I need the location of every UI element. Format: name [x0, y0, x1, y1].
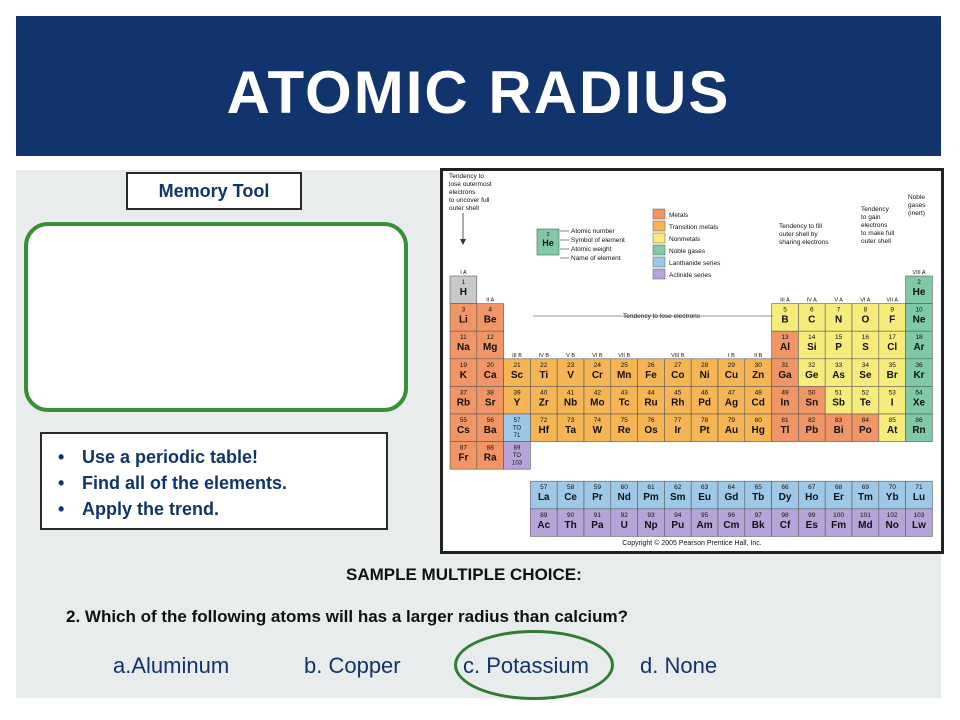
element-number: 44 — [647, 389, 655, 397]
group-label: IV A — [806, 297, 817, 304]
group-label: V A — [834, 297, 843, 304]
element-symbol: W — [592, 425, 603, 436]
element-symbol: Zn — [752, 369, 765, 381]
element-number: 23 — [566, 361, 575, 369]
element-number: 61 — [647, 484, 655, 492]
group-label: VIII A — [912, 270, 926, 276]
copyright-text: Copyright © 2005 Pearson Prentice Hall, Inc. — [622, 540, 762, 547]
element-symbol: Nd — [617, 492, 631, 504]
element-number: 89 — [540, 511, 548, 519]
element-number: 5 — [783, 306, 787, 314]
legend-label: Symbol of element — [571, 237, 625, 244]
element-symbol: Si — [807, 342, 817, 354]
element-symbol: Ga — [778, 369, 792, 381]
actinide-placeholder-text: TO — [512, 453, 522, 460]
element-number: 97 — [754, 511, 762, 519]
element-symbol: O — [861, 314, 870, 326]
legend-swatch — [653, 221, 665, 231]
group-label: VI A — [860, 297, 871, 304]
element-symbol: Sm — [670, 492, 686, 504]
element-number: 73 — [566, 417, 575, 424]
element-symbol: I — [890, 397, 894, 409]
element-number: 29 — [727, 361, 736, 369]
group-label: IV B — [538, 352, 550, 359]
element-number: 54 — [915, 389, 923, 397]
element-symbol: Ac — [537, 519, 551, 531]
annotation-lose-outer: to uncover full — [449, 197, 490, 204]
element-symbol: Se — [859, 369, 872, 381]
element-number: 67 — [808, 484, 816, 492]
element-symbol: Ba — [483, 425, 497, 436]
element-number: 10 — [915, 306, 923, 314]
annotation-fill: outer shell by — [779, 231, 818, 238]
element-symbol: In — [780, 397, 790, 409]
element-symbol: Sr — [484, 397, 496, 409]
element-number: 69 — [861, 484, 870, 492]
answer-c: c. Potassium — [463, 653, 589, 678]
element-number: 92 — [620, 511, 628, 519]
element-symbol: Cd — [751, 397, 765, 409]
element-number: 11 — [460, 334, 467, 342]
annotation-fill: sharing electrons — [779, 239, 829, 246]
legend-label: Atomic weight — [571, 246, 612, 253]
element-symbol: Er — [833, 492, 844, 504]
element-symbol: Fm — [831, 519, 847, 531]
annotation-lose-outer: Tendency to — [449, 173, 485, 180]
annotation-fill: Tendency to fill — [779, 223, 822, 230]
element-number: 93 — [647, 511, 655, 519]
element-symbol: Sn — [805, 397, 819, 409]
element-number: 33 — [834, 361, 843, 369]
element-number: 57 — [540, 484, 548, 492]
element-symbol: Ru — [644, 397, 658, 409]
step-item: • Use a periodic table! — [54, 444, 386, 470]
element-symbol: Rh — [671, 397, 685, 409]
element-number: 63 — [700, 484, 709, 492]
element-symbol: Na — [457, 342, 470, 354]
element-symbol: Tl — [780, 425, 790, 436]
annotation-gain: Tendency — [861, 206, 889, 213]
element-number: 1 — [461, 279, 466, 286]
group-label: V B — [566, 352, 576, 359]
answer-b: b. Copper — [304, 653, 401, 678]
element-symbol: Ce — [564, 492, 577, 504]
memory-tool-label: Memory Tool — [126, 172, 302, 210]
legend-color-label: Metals — [669, 212, 689, 219]
group-label: I B — [728, 352, 735, 359]
annotation-noble: gases — [908, 202, 926, 209]
legend-swatch — [653, 257, 665, 267]
element-number: 49 — [781, 389, 789, 397]
element-symbol: Np — [644, 519, 658, 531]
element-symbol: Be — [483, 314, 497, 326]
element-number: 102 — [886, 511, 898, 519]
element-number: 37 — [459, 389, 468, 397]
element-number: 27 — [674, 361, 682, 369]
element-symbol: Ge — [805, 369, 819, 381]
element-symbol: Gd — [724, 492, 739, 504]
element-number: 52 — [861, 389, 870, 397]
annotation-gain: to make full — [861, 230, 895, 237]
element-number: 90 — [566, 511, 575, 519]
element-symbol: Cf — [779, 519, 791, 531]
element-number: 76 — [647, 417, 655, 424]
lanthanide-placeholder-text: 71 — [513, 433, 521, 439]
element-number: 12 — [486, 334, 494, 342]
element-number: 84 — [861, 417, 870, 424]
legend-label: Name of element — [571, 255, 621, 262]
element-number: 31 — [781, 361, 789, 369]
element-symbol: F — [889, 314, 896, 326]
element-number: 9 — [890, 306, 895, 314]
element-number: 53 — [888, 389, 896, 397]
element-number: 47 — [727, 389, 736, 397]
periodic-table-image — [443, 171, 941, 551]
element-number: 75 — [620, 417, 628, 424]
group-label: III B — [512, 352, 522, 359]
answer-a: a.Aluminum — [113, 653, 230, 678]
element-number: 83 — [834, 417, 843, 424]
element-symbol: Cu — [724, 369, 739, 381]
element-symbol: Tc — [618, 397, 630, 409]
element-number: 20 — [486, 361, 494, 369]
legend-color-label: Nonmetals — [669, 236, 701, 243]
element-number: 13 — [781, 334, 789, 342]
element-symbol: Te — [859, 397, 871, 409]
element-number: 95 — [700, 511, 709, 519]
element-symbol: N — [834, 314, 843, 326]
element-number: 58 — [566, 484, 575, 492]
element-number: 6 — [809, 306, 814, 314]
element-symbol: Hf — [538, 425, 550, 436]
element-symbol: K — [459, 369, 468, 381]
element-symbol: B — [781, 314, 789, 326]
element-symbol: Lu — [912, 492, 926, 504]
element-number: 28 — [700, 361, 709, 369]
element-symbol: Ra — [483, 452, 497, 464]
element-symbol: Es — [805, 519, 818, 531]
element-symbol: H — [459, 287, 468, 298]
group-label: VIII B — [671, 352, 685, 359]
element-symbol: Pt — [699, 425, 710, 436]
element-number: 7 — [836, 306, 841, 314]
memory-tool-box — [24, 222, 408, 412]
annotation-noble: (inert) — [908, 210, 925, 217]
element-number: 88 — [486, 444, 494, 452]
element-number: 66 — [781, 484, 789, 492]
element-symbol: He — [912, 287, 926, 298]
actinide-placeholder-text: 103 — [511, 460, 523, 467]
element-symbol: Mg — [482, 342, 498, 354]
element-symbol: Pu — [671, 519, 685, 531]
element-number: 35 — [888, 361, 896, 369]
element-symbol: Mo — [590, 397, 605, 409]
element-number: 59 — [593, 484, 602, 492]
element-symbol: Kr — [913, 369, 925, 381]
element-number: 56 — [486, 417, 494, 424]
element-symbol: No — [885, 519, 899, 531]
annotation-lose-outer: lose outermost — [449, 181, 492, 188]
element-symbol: Li — [458, 314, 468, 326]
group-label: VII B — [618, 352, 631, 359]
annotation-gain: to gain — [861, 214, 881, 221]
slide-title: ATOMIC RADIUS — [226, 59, 731, 126]
legend-swatch — [653, 233, 665, 243]
element-number: 48 — [754, 389, 762, 397]
element-symbol: Cr — [591, 369, 603, 381]
question-text: 2. Which of the following atoms will has a larger radius than calcium? — [66, 607, 629, 626]
group-label: VII A — [886, 297, 899, 304]
element-symbol: Th — [564, 519, 577, 531]
element-number: 30 — [754, 361, 762, 369]
element-symbol: Al — [780, 342, 790, 354]
element-number: 45 — [674, 389, 682, 397]
element-number: 78 — [700, 417, 709, 424]
answer-d: d. None — [640, 653, 718, 678]
element-number: 70 — [888, 484, 896, 492]
element-symbol: Pa — [591, 519, 604, 531]
element-symbol: Br — [886, 369, 898, 381]
annotation-lose-outer: outer shell — [449, 205, 479, 212]
element-symbol: Pr — [592, 492, 603, 504]
element-number: 50 — [808, 389, 816, 397]
element-number: 16 — [861, 334, 870, 342]
element-symbol: Pb — [805, 425, 819, 436]
element-symbol: V — [567, 369, 574, 381]
element-symbol: Dy — [778, 492, 792, 504]
lanthanide-placeholder-text: 57 — [513, 418, 521, 424]
element-number: 3 — [461, 306, 466, 314]
element-symbol: Sc — [510, 369, 524, 381]
element-symbol: Ca — [483, 369, 497, 381]
element-symbol: Md — [858, 519, 873, 531]
element-symbol: Re — [617, 425, 631, 436]
element-number: 4 — [488, 306, 493, 314]
element-symbol: Ho — [805, 492, 819, 504]
element-number: 103 — [913, 511, 925, 519]
group-label: III A — [780, 297, 790, 304]
element-symbol: Yb — [885, 492, 899, 504]
step-item: • Apply the trend. — [54, 496, 386, 522]
element-number: 18 — [915, 334, 923, 342]
element-symbol: Y — [513, 397, 521, 409]
legend-color-label: Actinide series — [669, 272, 712, 279]
element-symbol: Eu — [698, 492, 711, 504]
element-symbol: Ta — [565, 425, 577, 436]
element-number: 46 — [700, 389, 709, 397]
element-number: 96 — [727, 511, 736, 519]
element-symbol: P — [835, 342, 842, 354]
legend-color-label: Lanthanide series — [669, 260, 721, 267]
element-symbol: U — [620, 519, 628, 531]
element-number: 25 — [620, 361, 628, 369]
annotation-gain: outer shell — [861, 238, 891, 245]
element-number: 41 — [566, 389, 575, 397]
element-number: 17 — [888, 334, 896, 342]
element-symbol: Ar — [913, 342, 925, 354]
element-symbol: Bk — [751, 519, 765, 531]
element-number: 38 — [486, 389, 494, 397]
element-symbol: Bi — [833, 425, 844, 436]
element-symbol: Cl — [887, 342, 898, 354]
element-symbol: Tm — [857, 492, 873, 504]
element-number: 40 — [540, 389, 548, 397]
element-symbol: S — [862, 342, 869, 354]
element-number: 24 — [593, 361, 602, 369]
element-number: 15 — [834, 334, 843, 342]
element-number: 82 — [808, 417, 816, 424]
group-label: II B — [754, 352, 763, 359]
element-number: 39 — [513, 389, 521, 397]
answer-highlight-circle — [454, 630, 614, 700]
element-symbol: Fr — [458, 452, 469, 464]
element-number: 101 — [859, 511, 871, 519]
element-number: 21 — [513, 361, 521, 369]
element-symbol: Co — [671, 369, 685, 381]
element-number: 43 — [620, 389, 628, 397]
annotation-lose-outer: electrons — [449, 189, 476, 196]
element-number: 64 — [727, 484, 736, 492]
element-number: 94 — [674, 511, 682, 519]
element-symbol: Cm — [723, 519, 740, 531]
element-symbol: Tb — [752, 492, 765, 504]
annotation-noble: Noble — [908, 194, 925, 201]
element-symbol: Au — [724, 425, 739, 436]
element-number: 68 — [834, 484, 843, 492]
annotation-gain: electrons — [861, 222, 888, 229]
element-number: 32 — [808, 361, 816, 369]
element-symbol: Hg — [751, 425, 765, 436]
element-number: 19 — [459, 361, 468, 369]
legend-sample-symbol: He — [542, 238, 554, 248]
element-symbol: Ne — [912, 314, 926, 326]
element-number: 65 — [754, 484, 762, 492]
element-number: 71 — [915, 484, 923, 492]
element-number: 74 — [593, 417, 602, 424]
actinide-placeholder-text: 89 — [513, 445, 521, 452]
element-number: 36 — [915, 361, 923, 369]
element-number: 62 — [674, 484, 682, 492]
element-symbol: Ir — [674, 425, 682, 436]
element-symbol: Ag — [724, 397, 739, 409]
element-symbol: Am — [696, 519, 713, 531]
group-label: II A — [486, 297, 495, 304]
element-number: 100 — [833, 511, 845, 519]
element-number: 85 — [888, 417, 896, 424]
element-number: 80 — [754, 417, 762, 424]
element-number: 72 — [540, 417, 548, 424]
element-symbol: Sb — [832, 397, 845, 409]
element-number: 98 — [781, 511, 789, 519]
element-number: 86 — [915, 417, 923, 424]
element-number: 91 — [593, 511, 602, 519]
legend-label: Atomic number — [571, 228, 615, 235]
element-number: 55 — [459, 417, 468, 424]
lanthanide-placeholder-text: TO — [512, 425, 522, 432]
element-number: 34 — [861, 361, 870, 369]
element-number: 77 — [674, 417, 682, 424]
element-symbol: Pd — [698, 397, 711, 409]
element-symbol: Zr — [538, 397, 549, 409]
element-number: 79 — [727, 417, 736, 424]
element-symbol: Lw — [912, 519, 926, 531]
element-symbol: Ni — [699, 369, 710, 381]
element-number: 42 — [593, 389, 602, 397]
element-number: 81 — [781, 417, 789, 424]
legend-swatch — [653, 209, 665, 219]
element-symbol: Pm — [643, 492, 659, 504]
group-label: VI B — [592, 352, 603, 359]
legend-swatch — [653, 269, 665, 279]
element-symbol: Os — [644, 425, 658, 436]
element-symbol: As — [832, 369, 845, 381]
element-symbol: Ti — [539, 369, 549, 381]
element-symbol: Mn — [616, 369, 632, 381]
element-number: 60 — [620, 484, 628, 492]
element-symbol: Rb — [456, 397, 471, 409]
element-number: 2 — [917, 279, 921, 286]
element-symbol: Nb — [563, 397, 578, 409]
legend-sample-number: 2 — [546, 232, 550, 238]
element-number: 8 — [863, 306, 868, 314]
element-number: 99 — [808, 511, 816, 519]
step-item: • Find all of the elements. — [54, 470, 386, 496]
element-symbol: C — [808, 314, 816, 326]
legend-color-label: Noble gases — [669, 248, 706, 255]
element-number: 51 — [834, 389, 843, 397]
legend-swatch — [653, 245, 665, 255]
annotation-lose-center: Tendency to lose electrons — [623, 313, 700, 320]
element-number: 14 — [808, 334, 816, 342]
element-symbol: Xe — [912, 397, 926, 409]
element-symbol: At — [886, 425, 898, 436]
question-heading: SAMPLE MULTIPLE CHOICE: — [346, 565, 582, 584]
element-symbol: Rn — [912, 425, 926, 436]
element-symbol: La — [537, 492, 550, 504]
element-number: 22 — [540, 361, 548, 369]
steps-box — [40, 432, 388, 530]
element-symbol: Po — [859, 425, 872, 436]
legend-color-label: Transition metals — [669, 224, 719, 231]
group-label: I A — [460, 270, 467, 276]
element-number: 87 — [459, 444, 468, 452]
element-number: 26 — [647, 361, 655, 369]
element-symbol: Cs — [457, 425, 470, 436]
element-symbol: Fe — [645, 369, 657, 381]
